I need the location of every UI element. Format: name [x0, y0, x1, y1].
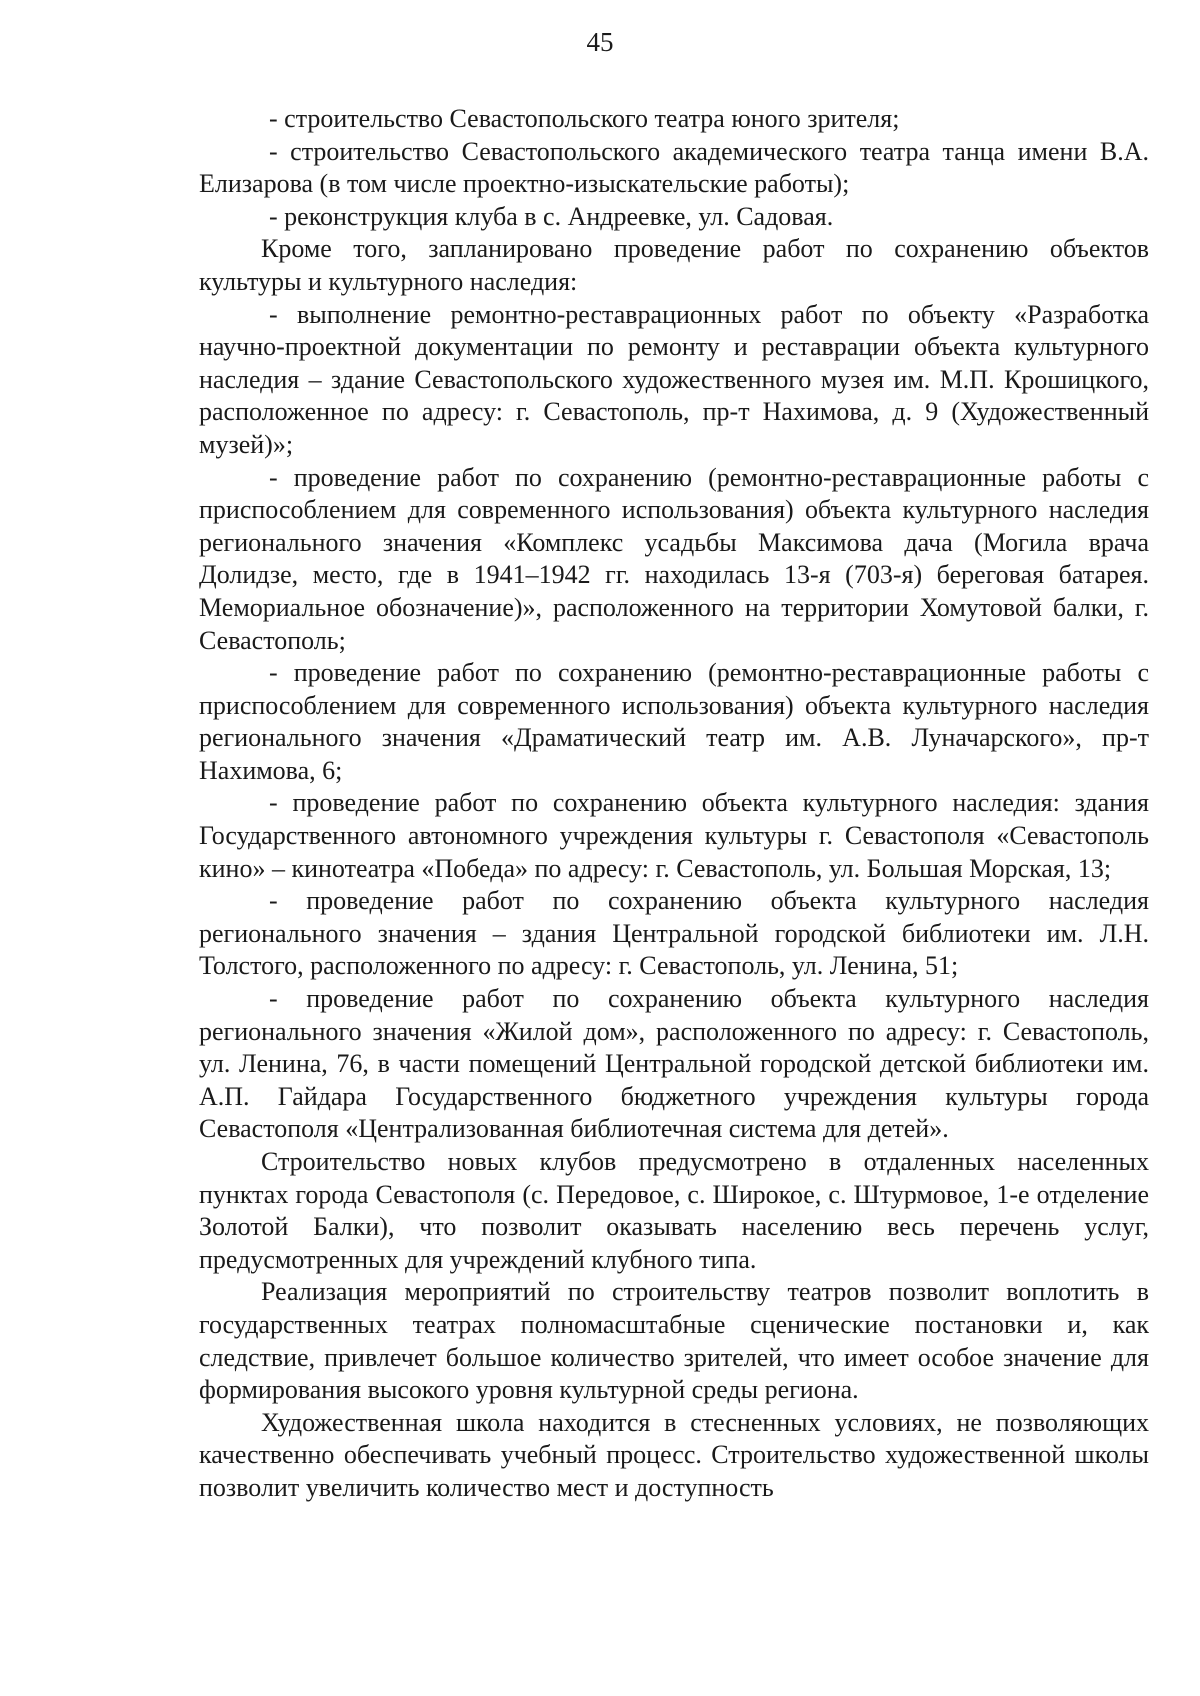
- page-number: 45: [586, 27, 614, 57]
- paragraph: Реализация мероприятий по строительству театров позволит воплотить в государственных театрах полномасштабные сценические постановки и, как следствие, привлечет большое количество зрителей, что имеет особое значение для формирования высокого уровня культурной среды региона.: [199, 1277, 1149, 1405]
- list-item: - строительство Севастопольского академического театра танца имени В.А. Елизарова (в том числе проектно-изыскательские работы);: [199, 136, 1149, 199]
- paragraph: Кроме того, запланировано проведение работ по сохранению объектов культуры и культурного наследия:: [199, 234, 1149, 296]
- paragraph: Строительство новых клубов предусмотрено в отдаленных населенных пунктах города Севастополя (с. Передовое, с. Широкое, с. Штурмовое, 1-е отделение Золотой Балки), что позволит оказывать населению весь перечень услуг, предусмотренных для учреждений клубного типа.: [199, 1147, 1149, 1274]
- list-item: - проведение работ по сохранению (ремонтно-реставрационные работы с приспособлением для современного использования) объекта культурного наследия регионального значения «Комплекс усадьбы Максимова дача (Могила врача Долидзе, место, где в 1941–1942 гг. находилась 13-я (703-я) береговая батарея. Мемориальное обозначение)», расположенного на территории Хомутовой балки, г. Севастополь;: [199, 462, 1149, 655]
- list-item: - проведение работ по сохранению (ремонтно-реставрационные работы с приспособлением для современного использования) объекта культурного наследия регионального значения «Драматический театр им. А.В. Луначарского», пр-т Нахимова, 6;: [199, 658, 1149, 785]
- list-item: - строительство Севастопольского театра юного зрителя;: [269, 104, 900, 133]
- list-item: - выполнение ремонтно-реставрационных работ по объекту «Разработка научно-проектной документации по ремонту и реставрации объекта культурного наследия – здание Севастопольского художественного музея им. М.П. Крошицкого, расположенное по адресу: г. Севастополь, пр-т Нахимова, д. 9 (Художественный музей)»;: [199, 299, 1149, 459]
- list-item: - проведение работ по сохранению объекта культурного наследия регионального значения «Жилой дом», расположенного по адресу: г. Севастополь, ул. Ленина, 76, в части помещений Центральной городской детской библиотеки им. А.П. Гайдара Государственного бюджетного учреждения культуры города Севастополя «Централизованная библиотечная система для детей».: [199, 984, 1149, 1144]
- list-item: - проведение работ по сохранению объекта культурного наследия: здания Государственного автономного учреждения культуры г. Севастополя «Севастополь кино» – кинотеатра «Победа» по адресу: г. Севастополь, ул. Большая Морская, 13;: [199, 788, 1149, 883]
- document-body: [199, 103, 1149, 1505]
- paragraph: Художественная школа находится в стесненных условиях, не позволяющих качественно обеспечивать учебный процесс. Строительство художественной школы позволит увеличить количество мест и доступность: [199, 1407, 1149, 1502]
- list-item: - проведение работ по сохранению объекта культурного наследия регионального значения – здания Центральной городской библиотеки им. Л.Н. Толстого, расположенного по адресу: г. Севастополь, ул. Ленина, 51;: [199, 886, 1149, 981]
- list-item: - реконструкция клуба в с. Андреевке, ул. Садовая.: [269, 201, 834, 231]
